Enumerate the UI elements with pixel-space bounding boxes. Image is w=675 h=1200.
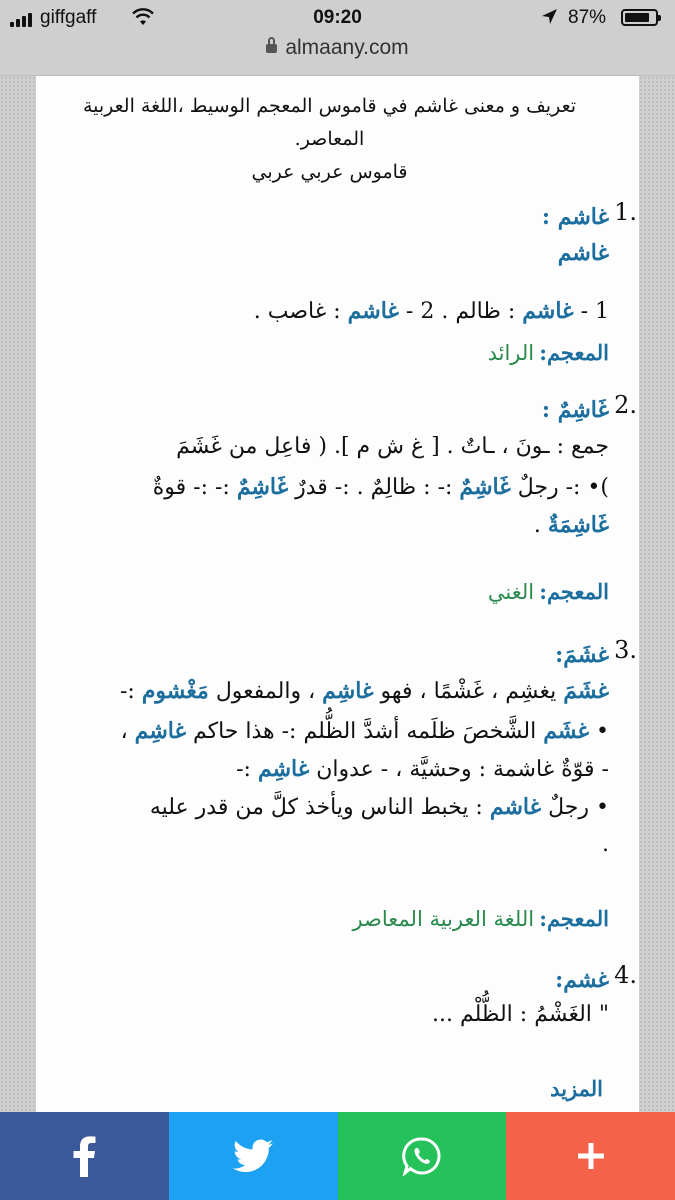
- definition-text: 1 -: [573, 299, 609, 324]
- address-bar[interactable]: [0, 36, 675, 64]
- definition-text: : غاصب .: [253, 299, 348, 324]
- definition-text: : ظالم . 2 -: [398, 299, 523, 324]
- facebook-icon: [71, 1135, 97, 1177]
- page-subtitle: قاموس عربي عربي: [251, 161, 408, 183]
- page-title-line: تعريف و معنى غاشم في قاموس المعجم الوسيط ،اللغة العربية المعاصر.: [82, 95, 577, 150]
- source-label: المعجم:: [539, 340, 609, 365]
- page-content: [36, 76, 639, 1112]
- highlighted-word[interactable]: غاشم: [557, 240, 609, 266]
- definition-entry: [50, 198, 637, 365]
- more-link[interactable]: المزيد: [550, 1076, 603, 1101]
- highlighted-word[interactable]: غاشِم: [257, 756, 310, 782]
- definition-entry: [50, 961, 637, 1027]
- page-margin-left: [0, 76, 36, 1112]
- definition-line: [153, 468, 609, 507]
- highlighted-word[interactable]: غَاشِمٌ: [236, 474, 289, 500]
- definition-line: [120, 672, 609, 711]
- definition-text: :-: [119, 679, 142, 704]
- definition-line: [176, 428, 609, 466]
- dictionary-source: [488, 334, 609, 374]
- definition-text: : يخبط الناس ويأخذ كلَّ من قدر عليه: [149, 795, 490, 820]
- source-name[interactable]: الرائد: [487, 341, 535, 365]
- entry-number: 3.: [614, 636, 637, 664]
- source-name[interactable]: اللغة العربية المعاصر: [352, 907, 535, 931]
- highlighted-word[interactable]: مَغْشوم: [141, 678, 209, 704]
- highlighted-word[interactable]: غاشم: [347, 298, 399, 324]
- definition-entry: [50, 636, 637, 931]
- source-label: المعجم:: [539, 906, 609, 931]
- definition-line: [150, 788, 609, 827]
- definition-line: [534, 506, 609, 545]
- definition-text: .: [602, 832, 609, 857]
- plus-icon: [576, 1141, 606, 1171]
- entry-headword[interactable]: غشَمَ:: [555, 642, 609, 668]
- definition-line: [602, 826, 609, 864]
- page-title: [46, 90, 613, 189]
- page-margin-right: [639, 76, 675, 1112]
- entry-number: 4.: [614, 961, 637, 989]
- highlighted-word[interactable]: غاشِم: [322, 678, 374, 704]
- dictionary-source: [352, 900, 609, 940]
- highlighted-word[interactable]: غشَم: [543, 718, 590, 744]
- definition-text: :- :- قوةٌ: [152, 475, 237, 500]
- share-bar: [0, 1112, 675, 1200]
- definition-line: [121, 712, 609, 751]
- entry-headword[interactable]: غاشم :: [541, 204, 609, 230]
- highlighted-word[interactable]: غاشم: [489, 794, 542, 820]
- definition-line: [236, 750, 609, 789]
- status-bar: [0, 0, 675, 38]
- carrier-name: giffgaff: [40, 7, 97, 28]
- definition-line: [432, 996, 609, 1034]
- highlighted-word[interactable]: غاشم: [522, 298, 574, 324]
- twitter-icon: [233, 1139, 273, 1173]
- definition-text: جمع : ـونَ ، ـاتٌ . [ غ ش م ]. ( فاعِل من غَشَمَ: [176, 434, 609, 459]
- highlighted-word[interactable]: غَاشِمٌ: [459, 474, 511, 500]
- source-label: المعجم:: [539, 579, 609, 604]
- whatsapp-share-button[interactable]: [338, 1112, 507, 1200]
- definition-line: [254, 292, 609, 331]
- browser-chrome: [0, 0, 675, 76]
- source-name[interactable]: الغني: [487, 580, 535, 604]
- entry-number: 2.: [614, 391, 637, 419]
- url-text: almaany.com: [285, 36, 409, 59]
- definition-text: • رجلٌ: [541, 795, 609, 820]
- definition-entry: [50, 391, 637, 604]
- whatsapp-icon: [402, 1136, 442, 1176]
- definition-text: :- : ظالِمٌ . :- قدرٌ: [288, 475, 460, 500]
- definition-text: ، والمفعول: [208, 679, 323, 704]
- highlighted-word[interactable]: غاشِم: [134, 718, 186, 744]
- definition-text: ،: [120, 719, 135, 744]
- definition-text: )• :- رجلٌ: [510, 475, 609, 500]
- definition-text: :-: [236, 757, 258, 782]
- definition-text: يغشِم ، غَشْمًا ، فهو: [373, 679, 564, 704]
- lock-icon: [266, 44, 277, 53]
- definition-text: - قوّةٌ غاشمة : وحشيَّة ، - عدوان: [309, 757, 609, 782]
- definition-text: " الغَشْمُ : الظُّلْم ...: [432, 1002, 609, 1027]
- definition-text: •: [589, 719, 609, 744]
- highlighted-word[interactable]: غَاشِمَةٌ: [547, 512, 609, 538]
- battery-icon: [621, 9, 658, 26]
- more-share-button[interactable]: [506, 1112, 675, 1200]
- entry-number: 1.: [614, 198, 637, 226]
- entry-headword[interactable]: غَاشِمٌ :: [541, 397, 609, 423]
- definition-text: .: [533, 513, 548, 538]
- highlighted-word[interactable]: غشَمَ: [563, 678, 609, 704]
- twitter-share-button[interactable]: [169, 1112, 338, 1200]
- location-arrow-icon: [540, 7, 558, 33]
- definition-text: الشَّخصَ ظلَمه أشدَّ الظُّلم :- هذا حاكم: [185, 719, 544, 744]
- clock: 09:20: [313, 7, 362, 28]
- facebook-share-button[interactable]: [0, 1112, 169, 1200]
- battery-percent: 87%: [568, 7, 607, 28]
- definition-line: [558, 234, 609, 273]
- dictionary-source: [488, 573, 609, 613]
- entry-headword[interactable]: غشم:: [555, 967, 609, 993]
